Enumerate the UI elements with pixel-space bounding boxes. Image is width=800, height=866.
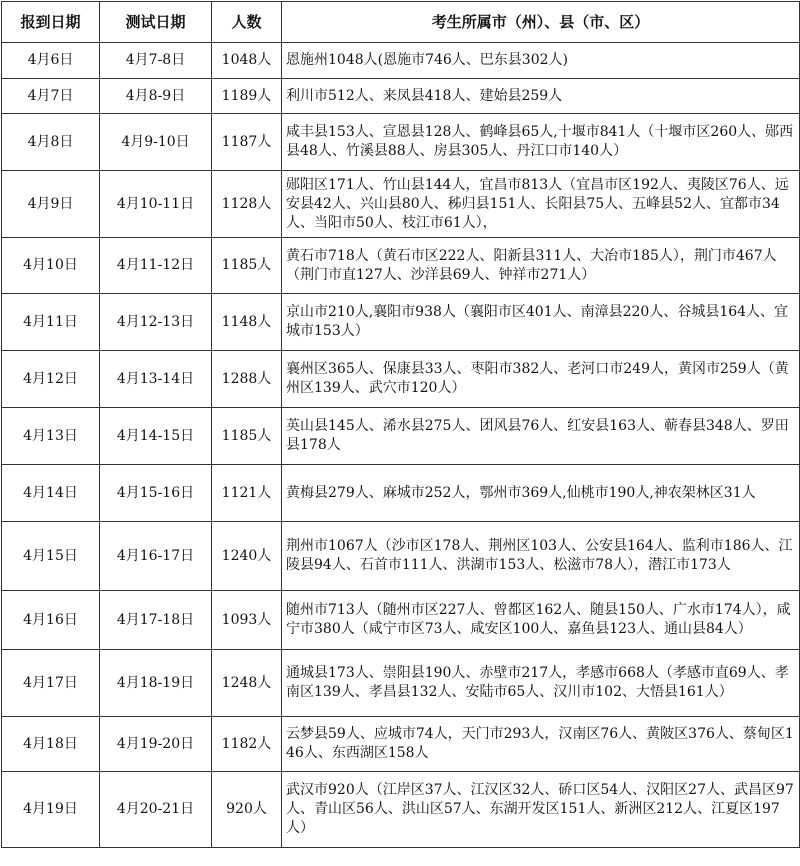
report-date-cell: 4月15日	[2, 522, 100, 591]
count-cell: 1121人	[212, 465, 282, 522]
count-cell: 920人	[212, 772, 282, 848]
header-row	[2, 2, 800, 43]
count-cell: 1189人	[212, 79, 282, 114]
region-cell: 襄州区365人、保康县33人、枣阳市382人、老河口市249人，黄冈市259人（黄州区139人、武穴市120人）	[282, 351, 800, 408]
table-row	[2, 465, 800, 522]
table-row	[2, 522, 800, 591]
test-date-cell: 4月19-20日	[100, 717, 212, 772]
region-cell: 京山市210人,襄阳市938人（襄阳市区401人、南漳县220人、谷城县164人、宜城市153人）	[282, 294, 800, 351]
report-date-cell: 4月12日	[2, 351, 100, 408]
test-date-cell: 4月7-8日	[100, 43, 212, 79]
table-row	[2, 238, 800, 294]
report-date-cell: 4月11日	[2, 294, 100, 351]
header-region: 考生所属市（州）、县（市、区）	[282, 2, 800, 43]
test-date-cell: 4月9-10日	[100, 114, 212, 171]
region-cell: 英山县145人、浠水县275人、团风县76人、红安县163人、蕲春县348人、罗田县178人	[282, 408, 800, 465]
table-row	[2, 43, 800, 79]
report-date-cell: 4月8日	[2, 114, 100, 171]
region-cell: 荆州市1067人（沙市区178人、荆州区103人、公安县164人、监利市186人、江陵县94人、石首市111人、洪湖市153人、松滋市78人），潜江市173人	[282, 522, 800, 591]
region-cell: 通城县173人、崇阳县190人、赤壁市217人，孝感市668人（孝感市直69人、孝南区139人、孝昌县132人、安陆市65人、汉川市102、大悟县161人）	[282, 650, 800, 717]
table-row	[2, 650, 800, 717]
region-cell: 黄梅县279人、麻城市252人，鄂州市369人,仙桃市190人,神农架林区31人	[282, 465, 800, 522]
exam-schedule-table	[1, 1, 800, 848]
region-cell: 咸丰县153人、宣恩县128人、鹤峰县65人,十堰市841人（十堰市区260人、郧西县48人、竹溪县88人、房县305人、丹江口市140人）	[282, 114, 800, 171]
test-date-cell: 4月18-19日	[100, 650, 212, 717]
count-cell: 1048人	[212, 43, 282, 79]
report-date-cell: 4月19日	[2, 772, 100, 848]
test-date-cell: 4月15-16日	[100, 465, 212, 522]
table-row	[2, 351, 800, 408]
table-row	[2, 591, 800, 650]
report-date-cell: 4月13日	[2, 408, 100, 465]
report-date-cell: 4月16日	[2, 591, 100, 650]
region-cell: 黄石市718人（黄石市区222人、阳新县311人、大冶市185人），荆门市467人（荆门市直127人、沙洋县69人、钟祥市271人）	[282, 238, 800, 294]
header-report-date: 报到日期	[2, 2, 100, 43]
header-count: 人数	[212, 2, 282, 43]
test-date-cell: 4月14-15日	[100, 408, 212, 465]
region-cell: 武汉市920人（江岸区37人、江汉区32人、硚口区54人、汉阳区27人、武昌区97人、青山区56人、洪山区57人、东湖开发区151人、新洲区212人、江夏区197人）	[282, 772, 800, 848]
table-row	[2, 717, 800, 772]
test-date-cell: 4月16-17日	[100, 522, 212, 591]
count-cell: 1288人	[212, 351, 282, 408]
report-date-cell: 4月6日	[2, 43, 100, 79]
test-date-cell: 4月13-14日	[100, 351, 212, 408]
region-cell: 利川市512人、来凤县418人、建始县259人	[282, 79, 800, 114]
test-date-cell: 4月12-13日	[100, 294, 212, 351]
header-test-date: 测试日期	[100, 2, 212, 43]
report-date-cell: 4月18日	[2, 717, 100, 772]
test-date-cell: 4月10-11日	[100, 171, 212, 238]
report-date-cell: 4月10日	[2, 238, 100, 294]
table-row	[2, 408, 800, 465]
count-cell: 1240人	[212, 522, 282, 591]
test-date-cell: 4月8-9日	[100, 79, 212, 114]
count-cell: 1128人	[212, 171, 282, 238]
count-cell: 1182人	[212, 717, 282, 772]
count-cell: 1185人	[212, 408, 282, 465]
test-date-cell: 4月11-12日	[100, 238, 212, 294]
test-date-cell: 4月17-18日	[100, 591, 212, 650]
region-cell: 云梦县59人、应城市74人，天门市293人，汉南区76人、黄陂区376人、蔡甸区146人、东西湖区158人	[282, 717, 800, 772]
test-date-cell: 4月20-21日	[100, 772, 212, 848]
table-row	[2, 171, 800, 238]
count-cell: 1185人	[212, 238, 282, 294]
table-row	[2, 79, 800, 114]
count-cell: 1187人	[212, 114, 282, 171]
report-date-cell: 4月9日	[2, 171, 100, 238]
report-date-cell: 4月14日	[2, 465, 100, 522]
table-row	[2, 772, 800, 848]
table-row	[2, 114, 800, 171]
region-cell: 郧阳区171人、竹山县144人，宜昌市813人（宜昌市区192人、夷陵区76人、远安县42人、兴山县80人、秭归县151人、长阳县75人、五峰县52人、宜都市34人、当阳市50人、枝江市61人），	[282, 171, 800, 238]
count-cell: 1248人	[212, 650, 282, 717]
report-date-cell: 4月7日	[2, 79, 100, 114]
count-cell: 1093人	[212, 591, 282, 650]
table-row	[2, 294, 800, 351]
region-cell: 恩施州1048人(恩施市746人、巴东县302人)	[282, 43, 800, 79]
report-date-cell: 4月17日	[2, 650, 100, 717]
region-cell: 随州市713人（随州市区227人、曾都区162人、随县150人、广水市174人），咸宁市380人（咸宁市区73人、咸安区100人、嘉鱼县123人、通山县84人）	[282, 591, 800, 650]
count-cell: 1148人	[212, 294, 282, 351]
